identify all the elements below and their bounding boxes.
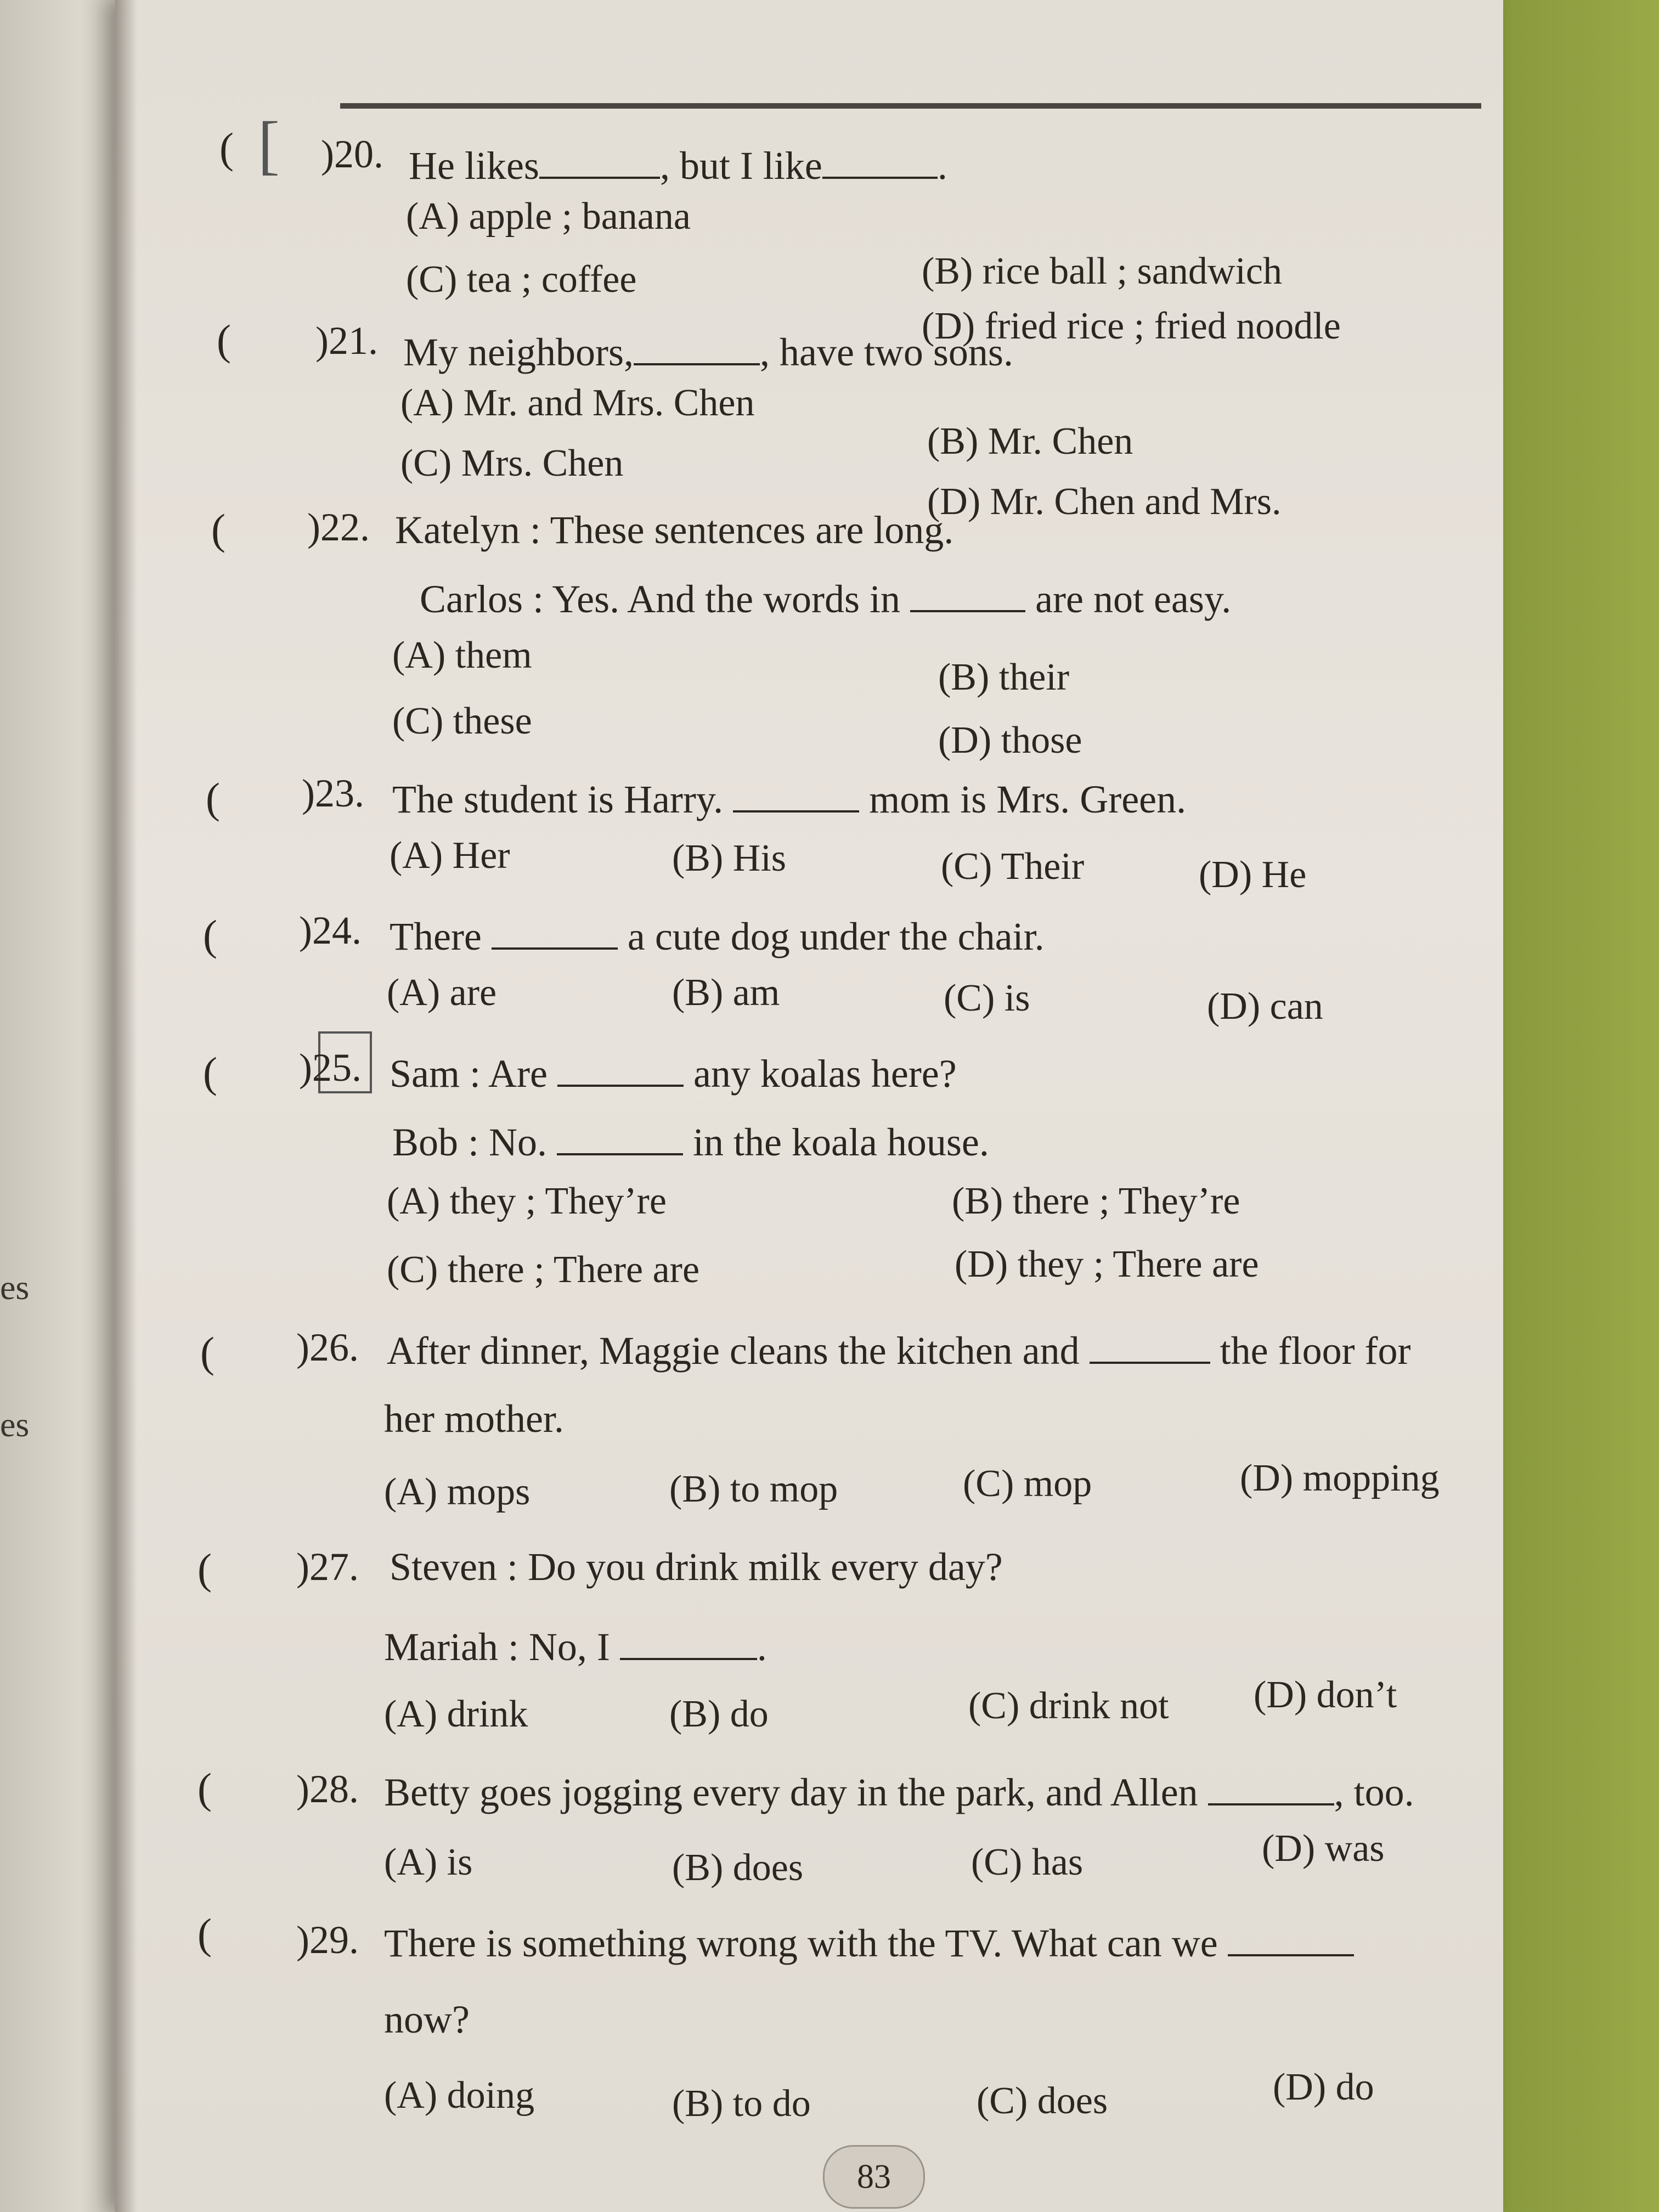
option-b[interactable]: (B) am <box>672 972 780 1014</box>
answer-blank <box>557 1045 684 1087</box>
question-number: )29. <box>296 1918 359 1962</box>
option-d[interactable]: (D) do <box>1273 2066 1374 2108</box>
option-a[interactable]: (A) apple ; banana <box>406 195 691 238</box>
header-rule <box>340 103 1481 109</box>
question-text: The student is Harry. mom is Mrs. Green. <box>392 771 1186 822</box>
answer-blank <box>733 771 859 812</box>
option-a[interactable]: (A) is <box>384 1841 473 1883</box>
option-c[interactable]: (C) does <box>977 2080 1108 2122</box>
answer-paren-open: ( <box>198 1764 212 1812</box>
question-number: )20. <box>321 132 383 176</box>
answer-blank <box>910 571 1025 612</box>
option-d[interactable]: (D) they ; There are <box>955 1243 1259 1285</box>
option-a[interactable]: (A) drink <box>384 1693 528 1735</box>
question-number: )25. <box>299 1046 362 1090</box>
answer-blank <box>1228 1915 1354 1956</box>
option-c[interactable]: (C) Their <box>941 845 1085 888</box>
question-text: Katelyn : These sentences are long. <box>395 508 954 552</box>
question-text: There is something wrong with the TV. What can we <box>384 1915 1354 1966</box>
option-c[interactable]: (C) there ; There are <box>387 1249 700 1291</box>
question-number: )24. <box>299 909 362 952</box>
answer-paren-open: ( <box>203 911 217 959</box>
option-a[interactable]: (A) Her <box>390 834 510 877</box>
option-b[interactable]: (B) rice ball ; sandwich <box>922 250 1283 292</box>
question-text: Betty goes jogging every day in the park, and Allen , too. <box>384 1764 1414 1815</box>
answer-blank <box>822 137 938 179</box>
option-d[interactable]: (D) Mr. Chen and Mrs. <box>927 481 1282 523</box>
answer-blank <box>634 324 760 365</box>
option-b[interactable]: (B) to do <box>672 2083 811 2125</box>
option-a[interactable]: (A) they ; They’re <box>387 1180 667 1222</box>
option-c[interactable]: (C) mop <box>963 1463 1092 1505</box>
question-text: Mariah : No, I . <box>384 1618 767 1670</box>
option-b[interactable]: (B) do <box>669 1693 769 1735</box>
option-a[interactable]: (A) doing <box>384 2074 535 2117</box>
left-page-edge <box>0 0 132 2212</box>
option-c[interactable]: (C) drink not <box>968 1685 1169 1727</box>
option-c[interactable]: (C) Mrs. Chen <box>400 442 624 484</box>
question-text: After dinner, Maggie cleans the kitchen and the floor for <box>387 1322 1411 1374</box>
option-a[interactable]: (A) mops <box>384 1471 531 1513</box>
option-c[interactable]: (C) has <box>971 1841 1084 1883</box>
question-number: )27. <box>296 1545 359 1589</box>
answer-blank <box>492 908 618 950</box>
question-text: now? <box>384 1997 470 2041</box>
answer-paren-open: ( <box>198 1910 212 1957</box>
option-d[interactable]: (D) those <box>938 719 1082 761</box>
option-b[interactable]: (B) His <box>672 837 787 879</box>
option-b[interactable]: (B) their <box>938 656 1070 698</box>
handwritten-answer-mark: [ <box>258 108 280 181</box>
option-d[interactable]: (D) mopping <box>1240 1457 1440 1499</box>
answer-blank <box>539 137 660 179</box>
answer-paren-open: ( <box>203 1048 217 1096</box>
question-text: Sam : Are any koalas here? <box>390 1045 957 1097</box>
side-text: es <box>0 1268 30 1307</box>
answer-paren-open: ( <box>217 316 231 364</box>
question-text: Steven : Do you drink milk every day? <box>390 1545 1003 1589</box>
question-text: He likes , but I like . <box>409 137 947 189</box>
question-number: )26. <box>296 1325 359 1369</box>
option-b[interactable]: (B) does <box>672 1847 804 1889</box>
option-b[interactable]: (B) Mr. Chen <box>927 420 1133 462</box>
question-number: )21. <box>315 319 378 363</box>
question-text: My neighbors, , have two sons. <box>403 324 1013 375</box>
question-number: )22. <box>307 505 370 549</box>
answer-blank <box>557 1114 683 1155</box>
question-text: Bob : No. in the koala house. <box>392 1114 989 1165</box>
option-a[interactable]: (A) Mr. and Mrs. Chen <box>400 382 755 424</box>
spine-shadow <box>115 0 137 2212</box>
option-d[interactable]: (D) fried rice ; fried noodle <box>922 305 1341 347</box>
answer-blank <box>1090 1322 1210 1364</box>
option-d[interactable]: (D) can <box>1207 985 1323 1028</box>
answer-blank <box>1208 1764 1334 1805</box>
option-d[interactable]: (D) He <box>1199 854 1307 896</box>
option-b[interactable]: (B) to mop <box>669 1468 838 1510</box>
option-c[interactable]: (C) these <box>392 700 532 742</box>
option-b[interactable]: (B) there ; They’re <box>952 1180 1240 1222</box>
answer-paren-open: ( <box>198 1545 212 1593</box>
question-text: her mother. <box>384 1397 564 1441</box>
page-number: 83 <box>823 2145 925 2209</box>
option-d[interactable]: (D) don’t <box>1254 1674 1397 1716</box>
option-c[interactable]: (C) tea ; coffee <box>406 258 637 301</box>
option-a[interactable]: (A) are <box>387 972 497 1014</box>
answer-blank <box>620 1618 757 1660</box>
option-a[interactable]: (A) them <box>392 634 532 676</box>
answer-paren-open: ( <box>200 1328 215 1376</box>
question-number: )23. <box>302 771 364 815</box>
answer-paren-open: ( <box>219 124 234 172</box>
side-text: es <box>0 1405 30 1444</box>
answer-paren-open: ( <box>211 505 225 553</box>
question-text: There a cute dog under the chair. <box>390 908 1045 960</box>
option-d[interactable]: (D) was <box>1262 1827 1385 1870</box>
question-number: )28. <box>296 1767 359 1811</box>
answer-paren-open: ( <box>206 774 220 822</box>
option-c[interactable]: (C) is <box>944 977 1030 1019</box>
question-text: Carlos : Yes. And the words in are not easy. <box>420 571 1231 622</box>
